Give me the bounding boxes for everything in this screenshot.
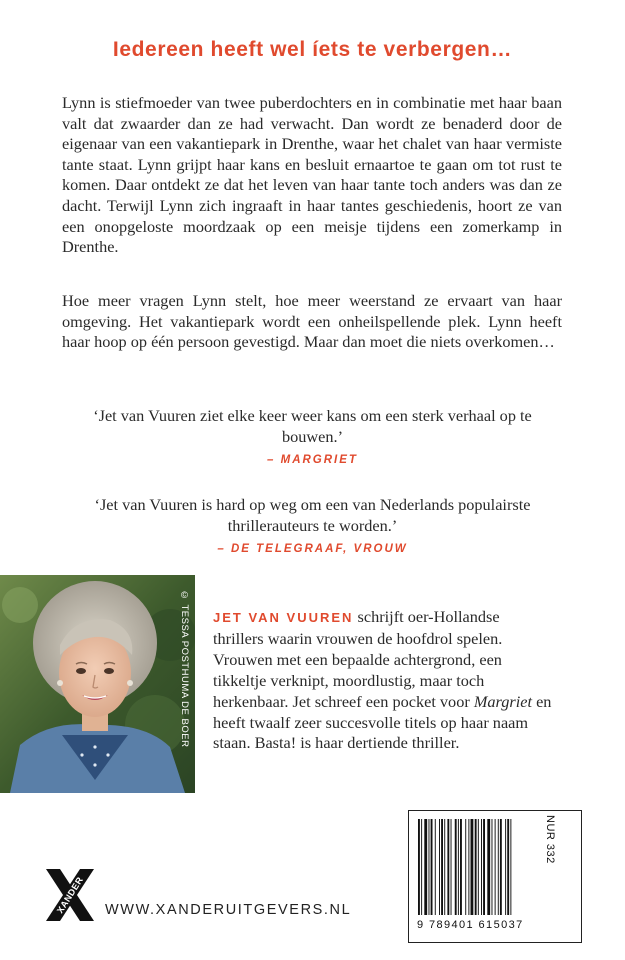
author-bio-text-1: schrijft oer-Hollandse thrillers waarin vrouwen de hoofdrol spelen. Vrouwen met een bepaalde achtergrond, een tikkeltje verknipt, moordlustig, maar toch herkenbaar. Jet schreef een pocket voor xyxy=(213,607,503,711)
barcode-bar xyxy=(500,819,502,915)
barcode-bar xyxy=(507,819,509,915)
author-photo xyxy=(0,575,195,793)
author-name: JET VAN VUUREN xyxy=(213,610,354,625)
barcode-bar xyxy=(418,819,420,915)
photo-credit: © TESSA POSTHUMA DE BOER xyxy=(179,590,190,748)
barcode-bar xyxy=(444,819,445,915)
blurb-paragraph-1: Lynn is stiefmoeder van twee puberdochters en in combinatie met haar baan valt dat zwaarder dan ze had verwacht. Dan wordt ze benaderd door de eigenaar van een vakantiepark in Drenthe, waar het chalet van haar vermiste tante staat. Lynn grijpt haar kans en besluit ernaartoe te gaan om tot rust te komen. Daar ontdekt ze dat het leven van haar tante toch anders was dan ze dacht. Terwijl Lynn zich ingraaft in haar tantes geschiedenis, hoort ze van een onopgeloste moordzaak op een meisje tijdens een zomerkamp in Drenthe. xyxy=(62,93,562,257)
isbn-number: 9 789401 615037 xyxy=(417,919,524,931)
barcode-bar xyxy=(505,819,506,915)
review-quote-1 xyxy=(0,405,625,471)
barcode-bar xyxy=(495,819,496,915)
review-quote-source: – MARGRIET xyxy=(267,454,358,466)
barcode-bar xyxy=(451,819,452,915)
barcode-bar xyxy=(483,819,485,915)
barcode-bar xyxy=(478,819,479,915)
barcode-bar xyxy=(510,819,511,915)
review-quote-text: ‘Jet van Vuuren is hard op weg om een van Nederlands populairste thrillerauteurs te worden.’ xyxy=(94,495,531,535)
barcode-bar xyxy=(441,819,443,915)
author-portrait-illustration xyxy=(0,575,195,793)
barcode-bar xyxy=(455,819,457,915)
barcode-bar xyxy=(460,819,462,915)
barcode-bar xyxy=(475,819,477,915)
author-bio xyxy=(213,607,553,754)
nur-code: NUR 332 xyxy=(544,815,556,864)
barcode-bar xyxy=(431,819,433,915)
publisher-website: WWW.XANDERUITGEVERS.NL xyxy=(105,902,352,918)
barcode-bar xyxy=(458,819,459,915)
review-quote-source: – DE TELEGRAAF, VROUW xyxy=(217,543,408,555)
barcode-bar xyxy=(487,819,490,915)
barcode-bar xyxy=(447,819,449,915)
barcode-bar xyxy=(429,819,430,915)
review-quote-text: ‘Jet van Vuuren ziet elke keer weer kans om een sterk verhaal op te bouwen.’ xyxy=(93,406,532,446)
barcode-bar xyxy=(435,819,436,915)
barcode-bar xyxy=(465,819,466,915)
barcode-bar xyxy=(439,819,440,915)
xander-logo xyxy=(40,865,100,925)
barcode-bar xyxy=(481,819,482,915)
review-quote-2 xyxy=(0,494,625,560)
barcode-bars xyxy=(418,819,543,915)
barcode-bar xyxy=(424,819,427,915)
tagline: Iedereen heeft wel íets te verbergen… xyxy=(112,38,513,61)
barcode-bar xyxy=(468,819,469,915)
author-bio-text-2: en heeft twaalf zeer succesvolle titels op haar naam staan. Basta! is haar dertiende thriller. xyxy=(213,691,552,753)
magazine-name: Margriet xyxy=(473,691,533,711)
barcode-bar xyxy=(498,819,499,915)
barcode-bar xyxy=(421,819,422,915)
blurb-paragraph-2: Hoe meer vragen Lynn stelt, hoe meer weerstand ze ervaart van haar omgeving. Het vakantiepark wordt een onheilspellende plek. Lynn heeft haar hoop op één persoon gevestigd. Maar dan moet die niets overkomen… xyxy=(62,291,562,352)
xander-logo-text: XANDER xyxy=(54,874,86,916)
barcode-bar xyxy=(471,819,474,915)
barcode-bar xyxy=(492,819,493,915)
